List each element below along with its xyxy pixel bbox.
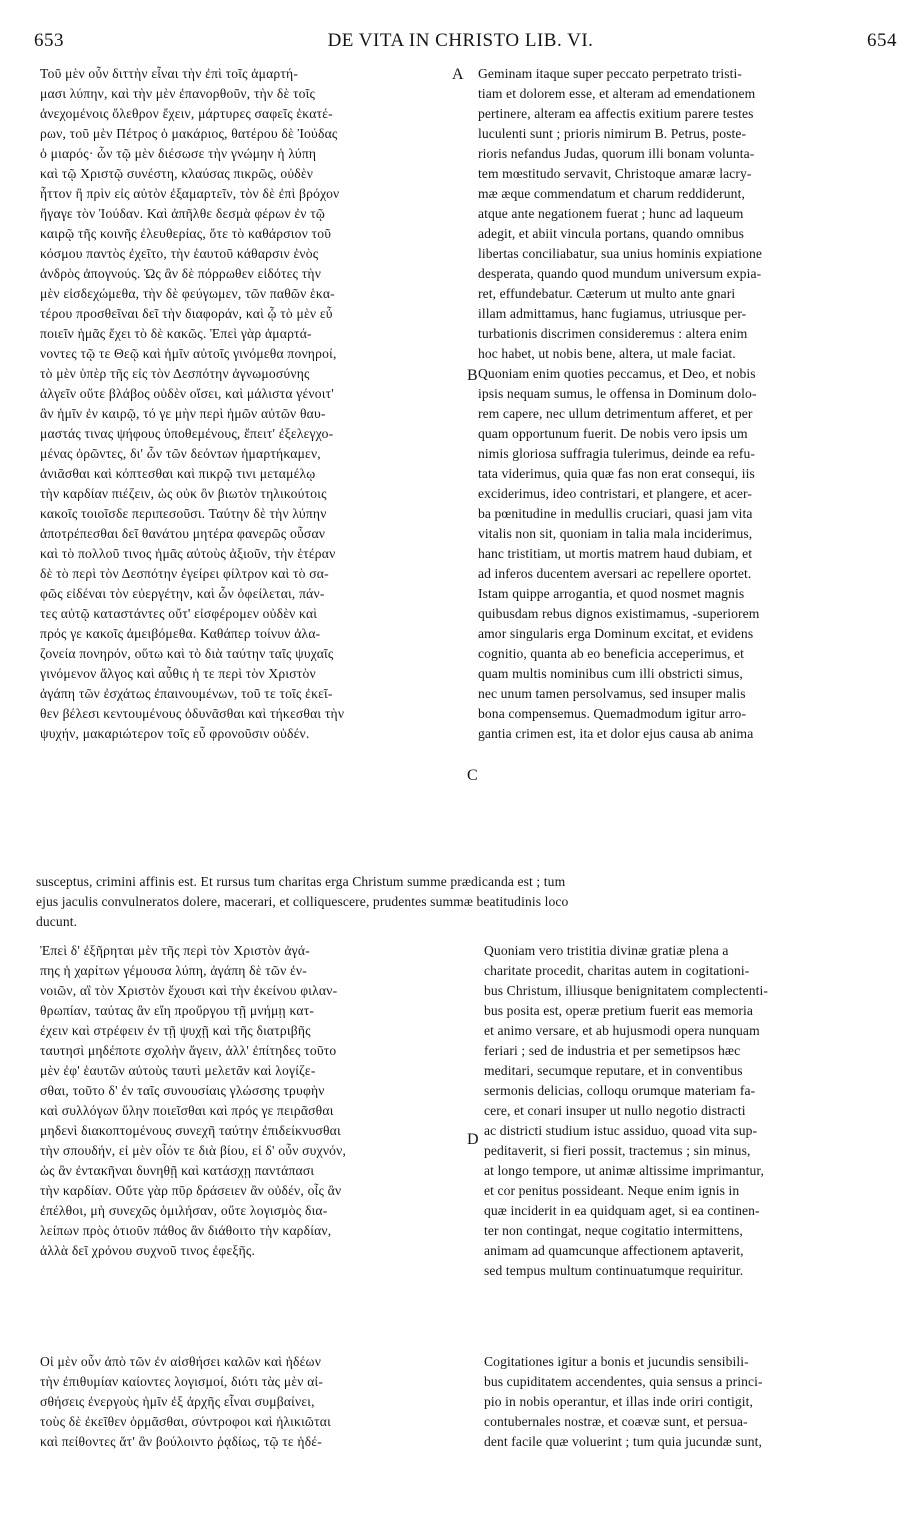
latin-full-width-continuation: susceptus, crimini affinis est. Et rursus tum charitas erga Christum summe prædicanda est ; tum ejus jaculis convulneratos dolere, macerari, et colliquescere, prudentes summæ beatitudinis loco ducunt. bbox=[36, 874, 569, 929]
greek-column-section-2: Ἐπεὶ δ' ἐξῆρηται μὲν τῆς περὶ τὸν Χριστὸν ἀγά- πης ἡ χαρίτων γέμουσα λύπη, ἀγάπη δὲ τῶν ἐν- νοιῶν, αἳ τὸν Χριστὸν ἔχουσι καὶ τὴν ἐκείνου φιλαν- θρωπίαν, ταύτας ἂν εἴη προὔργου τῇ μνήμῃ κατ- έχειν καὶ στρέφειν ἐν τῇ ψυχῇ καὶ τῆς διατριβῆς ταυτησὶ μηδέποτε σχολὴν ἄγειν, ἀλλ' ἐπίτηδες τοῦτο μὲν ἐφ' ἑαυτῶν αὐτοὺς ταυτὶ μελετᾶν καὶ λογίζε- σθαι, τοῦτο δ' ἐν ταῖς συνουσίαις γλώσσης τρυφὴν καὶ συλλόγων ὕλην ποιεῖσθαι καὶ πρός γε πειρᾶσθαι μηδενὶ διακοπτομένους συνεχῆ ταύτην ἐπιδείκνυσθαι τὴν σπουδήν, εἰ μὲν οἷόν τε διὰ βίου, εἰ δ' οὖν συχνόν, ὡς ἂν ἐντακῆναι δυνηθῇ καὶ κατάσχῃ παντάπασι τὴν καρδίαν. Οὔτε γὰρ πῦρ δράσειεν ἂν οὐδέν, οἷς ἂν ἐπέλθοι, μὴ συνεχῶς ὁμιλήσαν, οὔτε λογισμὸς δια- λείπων πρὸς ὁτιοῦν πάθος ἂν διάθοιτο τὴν καρδίαν, ἀλλὰ δεῖ χρόνου συχνοῦ τινος ἐφεξῆς. bbox=[40, 943, 347, 1258]
latin-column-section-3: Cogitationes igitur a bonis et jucundis sensibili- bus cupiditatem accendentes, quia sensus a princi- pio in nobis operantur, et illas inde oriri contigit, contubernales nostræ, et coævæ sunt, et persua- dent facile quæ voluerint ; tum quia jucundæ sunt, bbox=[484, 1354, 763, 1449]
page-number-right: 654 bbox=[867, 30, 897, 51]
greek-column-section-3: Οἱ μὲν οὖν ἀπὸ τῶν ἐν αἰσθήσει καλῶν καὶ ἡδέων τὴν ἐπιθυμίαν καίοντες λογισμοί, διότι τὰς μὲν αἰ- σθήσεις ἐνεργοὺς ἡμῖν ἐξ ἀρχῆς εἶναι συμβαίνει, τοὺς δὲ ἐκεῖθεν ὁρμᾶσθαι, σύντροφοι καὶ ἡλικιῶται καὶ πείθοντες ἅτ' ἂν βούλοιντο ῥᾳδίως, τῷ τε ἡδέ- bbox=[40, 1354, 331, 1449]
latin-column-section-2: Quoniam vero tristitia divinæ gratiæ plena a charitate procedit, charitas autem in cogitationi- bus Christum, illiusque benignitatem complectenti- bus posita est, operæ pretium fuerit eas memoria et animo versare, et ab hujusmodi opera nunquam feriari ; sed de industria et per semetipsos hæc meditari, secumque reputare, et in conventibus sermonis delicias, colloqu orumque materiam fa- cere, et conari insuper ut nullo negotio distracti ac districti studium istuc assiduo, quoad vita sup- peditaverit, si fieri possit, tractemus ; sin minus, at longo tempore, ut animæ altissime imprimantur, et cor penitus possideant. Neque enim ignis in quæ inciderit in ea quidquam aget, si ea continen- ter non contingat, neque cogitatio intermittens, animam ad quamcunque affectionem aptaverit, sed tempus multum continuatumque requiritur. bbox=[484, 943, 769, 1278]
greek-column-section-1: Τοῦ μὲν οὖν διττὴν εἶναι τὴν ἐπὶ τοῖς ἁμαρτή- μασι λύπην, καὶ τὴν μὲν ἐπανορθοῦν, τὴν δὲ τοῖς ἀνεχομένοις ὄλεθρον ἔχειν, μάρτυρες σαφεῖς ἑκατέ- ρων, τοῦ μὲν Πέτρος ὁ μακάριος, θατέρου δὲ Ἰούδας ὁ μιαρός· ὧν τῷ μὲν διέσωσε τὴν γνώμην ἡ λύπη καὶ τῷ Χριστῷ συνέστη, κλαύσας πικρῶς, οὐδὲν ἧττον ἢ πρὶν εἰς αὐτὸν ἐξαμαρτεῖν, τὸν δὲ ἐπὶ βρόχον ἤγαγε τὸν Ἰούδαν. Καὶ ἀπῆλθε δεσμὰ φέρων ἐν τῷ καιρῷ τῆς κοινῆς ἐλευθερίας, ὅτε τὸ καθάρσιον τοῦ κόσμου παντὸς ἐχεῖτο, τὴν ἑαυτοῦ κάθαρσιν ἑνὸς ἀνδρὸς ἀπογνούς. Ὡς ἂν δὲ πόρρωθεν εἰδότες τὴν μὲν εἰσδεχώμεθα, τὴν δὲ φεύγωμεν, τῶν παθῶν ἑκα- τέρου προσθεῖναι δεῖ τὴν διαφοράν, καὶ ᾧ τὸ μὲν εὖ ποιεῖν ἡμᾶς ἔχει τὸ δὲ κακῶς. Ἐπεὶ γὰρ ἁμαρτά- νοντες τῷ τε Θεῷ καὶ ἡμῖν αὐτοῖς γινόμεθα πονηροί, τὸ μὲν ὑπὲρ τῆς εἰς τὸν Δεσπότην ἀγνωμοσύνης ἀλγεῖν οὔτε βλάβος οὐδὲν οἴσει, καὶ μάλιστα γένοιτ' ἂν ἡμῖν ἐν καιρῷ, τό γε μὴν περὶ ἡμῶν αὐτῶν θαυ- μαστάς τινας ψήφους ὑποθεμένους, ἔπειτ' ἐξελεγχο- μένας ὁρῶντες, δι' ὧν τῶν δεόντων ἡμαρτήκαμεν, ἀνιᾶσθαι καὶ κόπτεσθαι καὶ πικρῷ τινι μεταμέλῳ τὴν καρδίαν πιέζειν, ὡς οὐκ ὂν βιωτὸν τηλικούτοις κακοῖς τοιοῖσδε περιπεσοῦσι. Ταύτην δὲ τὴν λύπην ἀποτρέπεσθαι δεῖ θανάτου μητέρα φανερῶς οὖσαν καὶ τὸ πολλοῦ τινος ἡμᾶς αὐτοὺς ἀξιοῦν, τὴν ἑτέραν δὲ τὸ περὶ τὸν Δεσπότην ἐγείρει φίλτρον καὶ τὸ σα- φῶς εἰδέναι τὸν εὐεργέτην, καὶ ὧν ὀφείλεται, πάν- τες αὐτῷ καταστάντες οὔτ' εἰσφέρομεν οὐδὲν καὶ πρός γε κακοῖς ἀμειβόμεθα. Καθάπερ τοίνυν ἀλα- ζονεία πονηρόν, οὕτω καὶ τὸ διὰ ταύτην ταῖς ψυχαῖς γινόμενον ἄλγος καὶ αὖθις ἡ τε περὶ τὸν Χριστὸν ἀγάπη τῶν ἐσχάτως ἐπαινουμένων, τοῦ τε τοῖς ἐκεῖ- θεν βέλεσι κεντουμένους ὀδυνᾶσθαι καὶ τήκεσθαι τὴν ψυχήν, μακαριώτερον τοῖς εὖ φρονοῦσιν οὐδέν. bbox=[40, 66, 345, 741]
margin-letter-b: B bbox=[467, 367, 478, 384]
running-header bbox=[0, 30, 921, 56]
running-title: DE VITA IN CHRISTO LIB. VI. bbox=[327, 30, 594, 51]
page-number-left: 653 bbox=[34, 30, 64, 51]
margin-letter-d: D bbox=[467, 1131, 479, 1148]
margin-letter-a: A bbox=[452, 66, 464, 83]
latin-column-section-1: Geminam itaque super peccato perpetrato tristi- tiam et dolorem esse, et alteram ad emendationem pertinere, alteram ea affectis exitium parere testes luculenti sunt ; prioris nimirum B. Petrus, poste- rioris nefandus Judas, quorum illi bonam volunta- tem mœstitudo servavit, Christoque amaræ lacry- mæ æque commendatum et charum reddiderunt, atque ante negationem fuerat ; hunc ad laqueum adegit, et abiit vincula portans, quando omnibus libertas conciliabatur, sua unius hominis expiatione desperata, quando quod mundum universum expia- ret, effundebatur. Cæterum ut multo ante gnari illam admittamus, hanc fugiamus, utriusque per- turbationis discrimen consideremus : altera enim hoc habet, ut nobis bene, altera, ut male faciat. Quoniam enim quoties peccamus, et Deo, et nobis ipsis nequam sumus, le offensa in Dominum dolo- rem capere, nec ullum detrimentum afferet, et per quam opportunum fuerit. De nobis vero ipsis um nimis gloriosa suffragia tulerimus, deinde ea refu- tata viderimus, quia quæ fas non erat consequi, iis exciderimus, ideo contristari, et plangere, et acer- ba pœnitudine in medullis cruciari, quasi jam vita vitalis non sit, quoniam in talia mala inciderimus, hanc tristitiam, ut mortis matrem haud dubiam, et ad inferos ducentem aversari ac repellere oportet. Istam quippe arrogantia, et quod nosmet magnis quibusdam rebus dignos existimamus, -superiorem amor singularis erga Dominum excitat, et evidens cognitio, quanta ab eo beneficia acceperimus, et quam multis nominibus cum illi obstricti simus, nec unum tamen persolvamus, sed insuper malis bona compensemus. Quemadmodum igitur arro- gantia crimen est, ita et dolor ejus causa ab anima bbox=[478, 66, 763, 741]
margin-letter-c: C bbox=[467, 767, 478, 784]
